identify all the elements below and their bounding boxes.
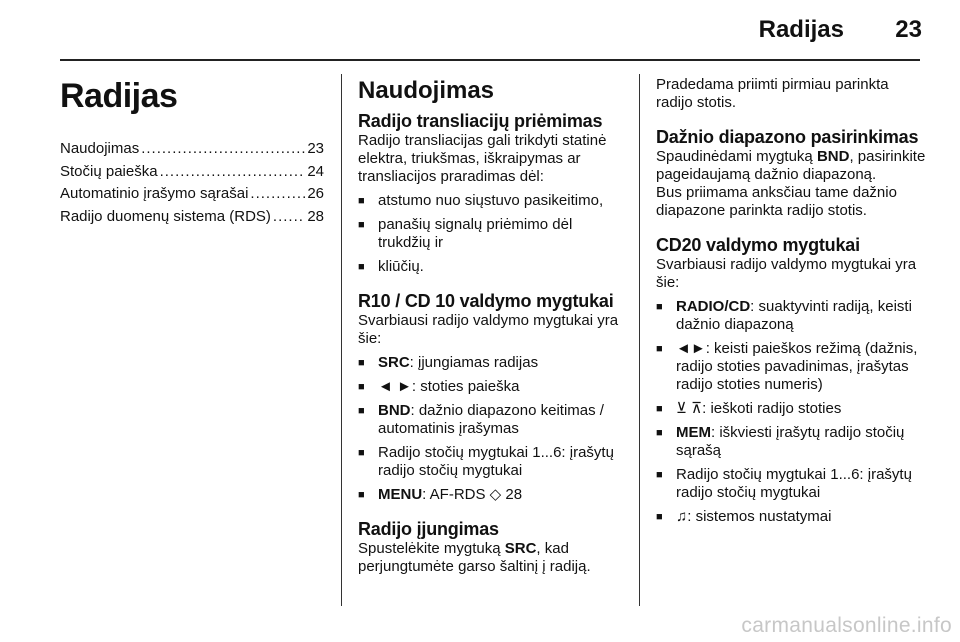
key-description: : įjungiamas radijas	[409, 354, 539, 371]
subheading-cd20-controls: CD20 valdymo mygtukai	[656, 235, 860, 255]
toc-item[interactable]	[60, 208, 324, 231]
toc-item-label: Automatinio įrašymo sąrašai	[60, 185, 249, 202]
subheading-r10-controls: R10 / CD 10 valdymo mygtukai	[358, 291, 614, 311]
toc-item[interactable]	[60, 140, 324, 163]
list-item: ■ panašių signalų priėmimo dėl trukdžių ir	[358, 216, 626, 252]
toc-item-page: 28	[307, 207, 324, 225]
toc-item-label: Stočių paieška	[60, 162, 158, 180]
r10-intro: Svarbiausi radijo valdymo mygtukai yra šie:	[358, 312, 619, 347]
middle-column	[358, 76, 626, 576]
list-item	[656, 340, 928, 394]
toc-leader	[250, 185, 305, 203]
list-item	[656, 400, 928, 418]
band-text	[656, 148, 928, 184]
text-run: , pasirinkite pageidaujamą dažnio diapazoną.	[656, 148, 926, 183]
toc-leader	[141, 140, 305, 158]
text-run: , kad perjungtumėte garso šaltinį į radiją.	[358, 540, 591, 575]
list-item	[358, 486, 626, 504]
list-item	[656, 298, 928, 334]
page-header	[0, 0, 960, 60]
list-item	[656, 466, 928, 502]
column-divider	[639, 74, 640, 606]
band-text-2: Bus priimama anksčiau tame dažnio diapazone parinkta radijo stotis.	[656, 184, 897, 219]
key-description: ◄►: keisti paieškos režimą (dažnis, radijo stoties pavadinimas, įrašytas radijo stoties numeris)	[676, 340, 918, 393]
intro-text: Pradedama priimti pirmiau parinkta radijo stotis.	[656, 76, 889, 111]
watermark: carmanualsonline.info	[741, 614, 952, 637]
toc-item[interactable]	[60, 163, 324, 186]
list-item: ■ kliūčių.	[358, 258, 626, 276]
subheading-band-selection: Dažnio diapazono pasirinkimas	[656, 127, 919, 147]
subheading-reception: Radijo transliacijų priėmimas	[358, 111, 603, 131]
toc-item-label: Naudojimas	[60, 140, 140, 157]
running-title: Radijas	[758, 16, 844, 43]
key-description: : AF-RDS ◇ 28	[422, 486, 523, 503]
r10-controls-list	[358, 354, 626, 504]
key-description: : iškviesti įrašytų radijo stočių sąrašą	[676, 424, 905, 459]
key-name: BND	[816, 148, 850, 165]
key-description: : suaktyvinti radiją, keisti dažnio diapazoną	[676, 298, 912, 333]
key-description: ♫: sistemos nustatymai	[676, 508, 832, 525]
key-name: RADIO/CD	[676, 298, 751, 315]
key-description: : dažnio diapazono keitimas / automatinis įrašymas	[378, 402, 604, 437]
reception-text: Radijo transliacijas gali trikdyti statinė elektra, triukšmas, iškraipymas ar transliacijos praradimas dėl:	[358, 132, 607, 185]
key-name: BND	[378, 402, 411, 419]
subheading-radio-on: Radijo įjungimas	[358, 519, 499, 539]
key-description: Radijo stočių mygtukai 1...6: įrašytų radijo stočių mygtukai	[378, 444, 614, 479]
list-item	[358, 402, 626, 438]
list-item: ■ atstumo nuo siųstuvo pasikeitimo,	[358, 192, 626, 210]
key-name: SRC	[378, 354, 410, 371]
reception-list	[358, 192, 626, 276]
list-item	[358, 444, 626, 480]
column-divider	[341, 74, 342, 606]
section-heading: Naudojimas	[358, 77, 495, 104]
toc-item-page: 26	[307, 185, 324, 202]
text-run: Spustelėkite mygtuką	[358, 540, 505, 557]
cd20-intro: Svarbiausi radijo valdymo mygtukai yra šie:	[656, 256, 917, 291]
toc-leader	[160, 163, 306, 181]
key-name: MEM	[676, 424, 711, 441]
chapter-title: Radijas	[60, 77, 178, 115]
key-description: ⊻ ⊼: ieškoti radijo stoties	[676, 400, 842, 417]
key-name: MENU	[378, 486, 423, 503]
toc-item-label: Radijo duomenų sistema (RDS)	[60, 207, 271, 225]
text-run: Spaudinėdami mygtuką	[656, 148, 817, 165]
key-description: Radijo stočių mygtukai 1...6: įrašytų radijo stočių mygtukai	[676, 466, 912, 501]
toc-leader	[273, 208, 305, 226]
page-number: 23	[895, 16, 922, 43]
radio-on-text	[358, 540, 626, 576]
list-item	[358, 378, 626, 396]
toc-item[interactable]	[60, 185, 324, 208]
list-item	[656, 424, 928, 460]
table-of-contents	[60, 140, 324, 230]
key-name: SRC	[504, 540, 537, 557]
cd20-controls-list	[656, 298, 928, 526]
list-item	[656, 508, 928, 526]
toc-column	[60, 76, 324, 230]
list-item	[358, 354, 626, 372]
toc-item-page: 23	[307, 140, 324, 157]
toc-item-page: 24	[307, 162, 324, 180]
key-description: ◄ ►: stoties paieška	[378, 378, 520, 395]
right-column	[656, 76, 928, 526]
header-rule	[60, 59, 920, 61]
